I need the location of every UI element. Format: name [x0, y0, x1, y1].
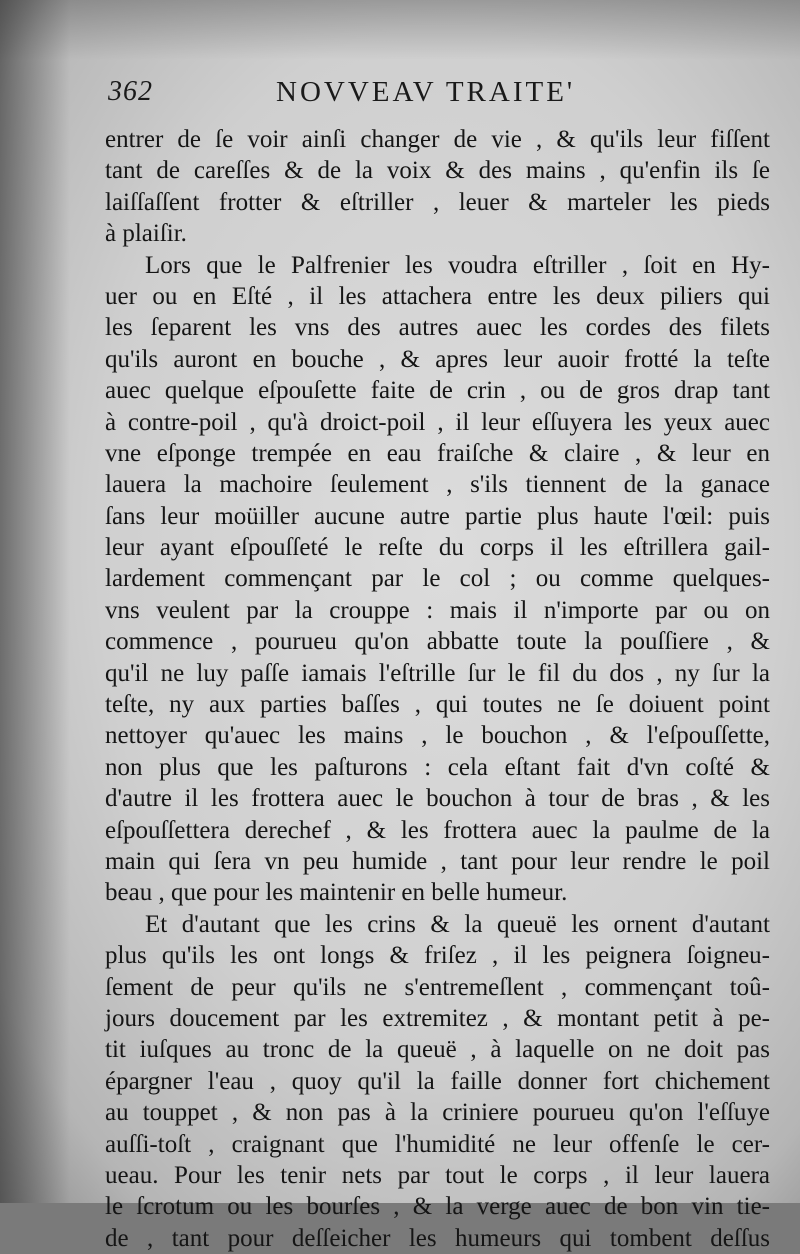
- text-line: nettoyer qu'auec les mains , le bouchon , & l'eſpouſſette,: [105, 722, 770, 750]
- text-line: jours doucement par les extremitez , & montant petit à pe-: [105, 1004, 770, 1032]
- text-line: lauera la machoire ſeulement , s'ils tiennent de la ganace: [105, 471, 770, 499]
- text-line: tit iuſques au tronc de la queuë , à laquelle on ne doit pas: [105, 1036, 770, 1064]
- text-line: uer ou en Eſté , il les attachera entre les deux piliers qui: [105, 282, 770, 310]
- text-line: qu'il ne luy paſſe iamais l'eſtrille ſur le fil du dos , ny ſur la: [105, 659, 770, 687]
- text-line: non plus que les paſturons : cela eſtant fait d'vn coſté &: [105, 753, 770, 781]
- text-line: épargner l'eau , quoy qu'il la faille donner fort chichement: [105, 1067, 770, 1095]
- text-line: ſement de peur qu'ils ne s'entremeſlent , commençant toû-: [105, 973, 770, 1001]
- text-line: d'autre il les frottera auec le bouchon à tour de bras , & les: [105, 785, 770, 813]
- text-line: ſans leur moüiller aucune autre partie plus haute l'œil: puis: [105, 502, 770, 530]
- text-line: Et d'autant que les crins & la queuë les ornent d'autant: [145, 910, 770, 938]
- text-line: teſte, ny aux parties baſſes , qui toutes ne ſe doiuent point: [105, 691, 770, 719]
- text-line: à plaiſir.: [105, 220, 187, 248]
- body-text: [105, 124, 770, 1254]
- text-line: vne eſponge trempée en eau fraiſche & claire , & leur en: [105, 439, 770, 467]
- binding-shadow: [0, 0, 70, 1203]
- text-line: vns veulent par la crouppe : mais il n'importe par ou on: [105, 596, 770, 624]
- text-line: auſſi-toſt , craignant que l'humidité ne leur offenſe le cer-: [105, 1130, 770, 1158]
- page-number: 362: [108, 76, 153, 107]
- text-line: Lors que le Palfrenier les voudra eſtriller , ſoit en Hy-: [145, 251, 770, 279]
- text-line: eſpouſſettera derechef , & les frottera auec la paulme de la: [105, 816, 770, 844]
- text-line: entrer de ſe voir ainſi changer de vie , & qu'ils leur fiſſent: [105, 126, 770, 153]
- text-line: leur ayant eſpouſſeté le reſte du corps il les eſtrillera gail-: [105, 534, 770, 562]
- text-line: au touppet , & non pas à la criniere pourueu qu'on l'eſſuye: [105, 1099, 770, 1127]
- text-line: commence , pourueu qu'on abbatte toute la pouſſiere , &: [105, 628, 770, 656]
- text-line: main qui ſera vn peu humide , tant pour leur rendre le poil: [105, 847, 770, 875]
- running-head: [108, 76, 778, 116]
- top-edge-shadow: [0, 0, 800, 60]
- running-title: NOVVEAV TRAITE': [276, 76, 576, 108]
- text-line: laiſſaſſent frotter & eſtriller , leuer & marteler les pieds: [105, 188, 770, 216]
- text-line: de , tant pour deſſeicher les humeurs qui tombent deſſus: [105, 1224, 770, 1252]
- text-line: ueau. Pour les tenir nets par tout le corps , il leur lauera: [105, 1161, 770, 1189]
- text-line: beau , que pour les maintenir en belle humeur.: [105, 879, 568, 907]
- text-line: les ſeparent les vns des autres auec les cordes des filets: [105, 314, 770, 342]
- text-line: plus qu'ils les ont longs & friſez , il les peignera ſoigneu-: [105, 942, 770, 970]
- text-line: le ſcrotum ou les bourſes , & la verge auec de bon vin tie-: [105, 1193, 770, 1221]
- text-line: qu'ils auront en bouche , & apres leur auoir frotté la teſte: [105, 345, 770, 373]
- text-line: lardement commençant par le col ; ou comme quelques-: [105, 565, 770, 593]
- text-line: à contre-poil , qu'à droict-poil , il leur eſſuyera les yeux auec: [105, 408, 770, 436]
- text-line: auec quelque eſpouſette faite de crin , ou de gros drap tant: [105, 377, 770, 405]
- text-line: tant de careſſes & de la voix & des mains , qu'enfin ils ſe: [105, 157, 770, 185]
